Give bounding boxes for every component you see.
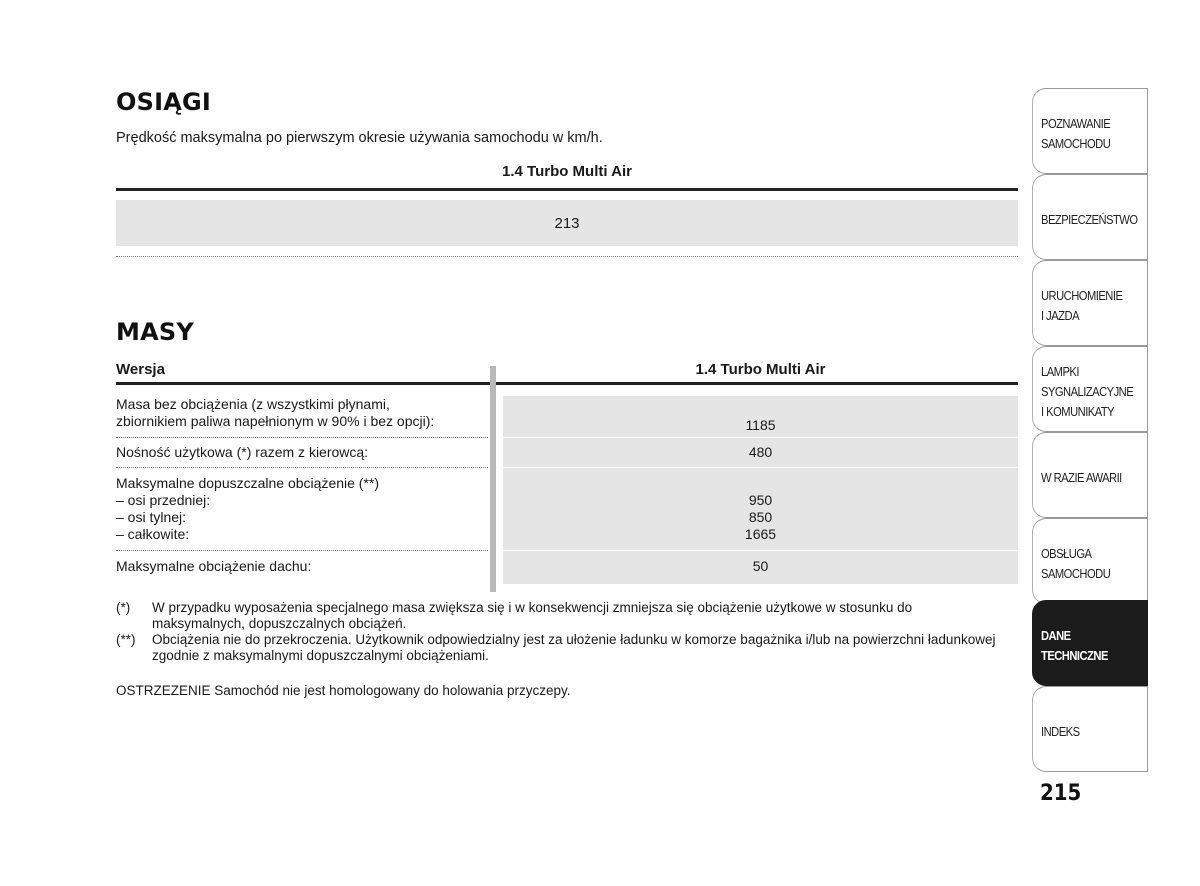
tab-w-razie-awarii[interactable] — [1032, 432, 1148, 518]
performance-intro: Prędkość maksymalna po pierwszym okresie używania samochodu w km/h. — [116, 130, 603, 146]
tab-bezpieczenstwo[interactable] — [1032, 174, 1148, 260]
tab-label: POZNAWANIE SAMOCHODU — [1041, 116, 1111, 151]
tab-label: BEZPIECZEŃSTWO — [1041, 212, 1138, 227]
footnotes — [116, 600, 996, 664]
footnote-mark: (**) — [116, 632, 136, 647]
tab-indeks[interactable] — [1032, 686, 1148, 772]
row-label: Maksymalne obciążenie dachu: — [116, 558, 312, 574]
tab-obsluga-samochodu[interactable] — [1032, 518, 1148, 604]
tab-label: URUCHOMIENIE I JAZDA — [1041, 288, 1123, 323]
tab-label: INDEKS — [1041, 724, 1080, 739]
weights-header-engine: 1.4 Turbo Multi Air — [695, 361, 826, 378]
tab-label: OBSŁUGA SAMOCHODU — [1041, 546, 1111, 581]
footnote-mark: (*) — [116, 600, 131, 615]
tab-dane-techniczne[interactable] — [1032, 600, 1148, 686]
row-value: 1185 — [745, 417, 776, 433]
tab-uruchomienie-i-jazda[interactable] — [1032, 260, 1148, 346]
tab-lampki-sygnalizacyjne[interactable] — [1032, 346, 1148, 432]
table-row — [116, 444, 1018, 466]
row-divider — [116, 437, 488, 438]
footnote-text: Obciążenia nie do przekroczenia. Użytkownik odpowiedzialny jest za ułożenie ładunku w komorze bagażnika i/lub na powierzchni ładunkowej zgodnie z maksymalnymi dopuszczalnymi obciążeniami. — [152, 632, 996, 663]
tab-label: LAMPKI SYGNALIZACYJNE I KOMUNIKATY — [1041, 364, 1134, 419]
tab-label: DANE TECHNICZNE — [1041, 628, 1108, 663]
section-title-weights: MASY — [116, 318, 194, 346]
footnote-text: W przypadku wyposażenia specjalnego masa zwiększa się i w konsekwencji zmniejsza się obciążenie użytkowe w stosunku do maksymalnych, dopuszczalnych obciążeń. — [152, 600, 913, 631]
table-row — [116, 475, 1018, 545]
row-divider — [503, 437, 1018, 438]
row-label: Maksymalne dopuszczalne obciążenie (**) – osi przedniej: – osi tylnej: – całkowite: — [116, 475, 380, 542]
row-divider — [503, 550, 1018, 551]
row-value: 950 850 1665 — [744, 492, 777, 542]
tab-label: W RAZIE AWARII — [1041, 470, 1122, 485]
table-row — [116, 396, 1018, 436]
footnote — [116, 600, 996, 632]
max-speed-value: 213 — [116, 200, 1018, 246]
warning-text: OSTRZEZENIE Samochód nie jest homologowany do holowania przyczepy. — [116, 683, 571, 698]
footnote — [116, 632, 996, 664]
row-value: 50 — [752, 558, 769, 574]
tab-poznawanie-samochodu[interactable] — [1032, 88, 1148, 174]
row-label: Nośność użytkowa (*) razem z kierowcą: — [116, 444, 369, 460]
row-divider — [116, 467, 488, 468]
performance-engine-header: 1.4 Turbo Multi Air — [502, 163, 632, 180]
page-number: 215 — [1040, 781, 1082, 806]
section-title-performance: OSIĄGI — [116, 88, 212, 116]
weights-header-version: Wersja — [116, 361, 165, 378]
header-rule — [116, 382, 1018, 385]
header-rule — [116, 188, 1018, 191]
row-divider — [116, 550, 488, 551]
row-value: 480 — [748, 444, 773, 460]
section-divider — [116, 256, 1018, 257]
table-row — [116, 558, 1018, 580]
row-divider — [503, 467, 1018, 468]
row-label: Masa bez obciążenia (z wszystkimi płynami, zbiornikiem paliwa napełnionym w 90% i bez opcji): — [116, 396, 435, 429]
